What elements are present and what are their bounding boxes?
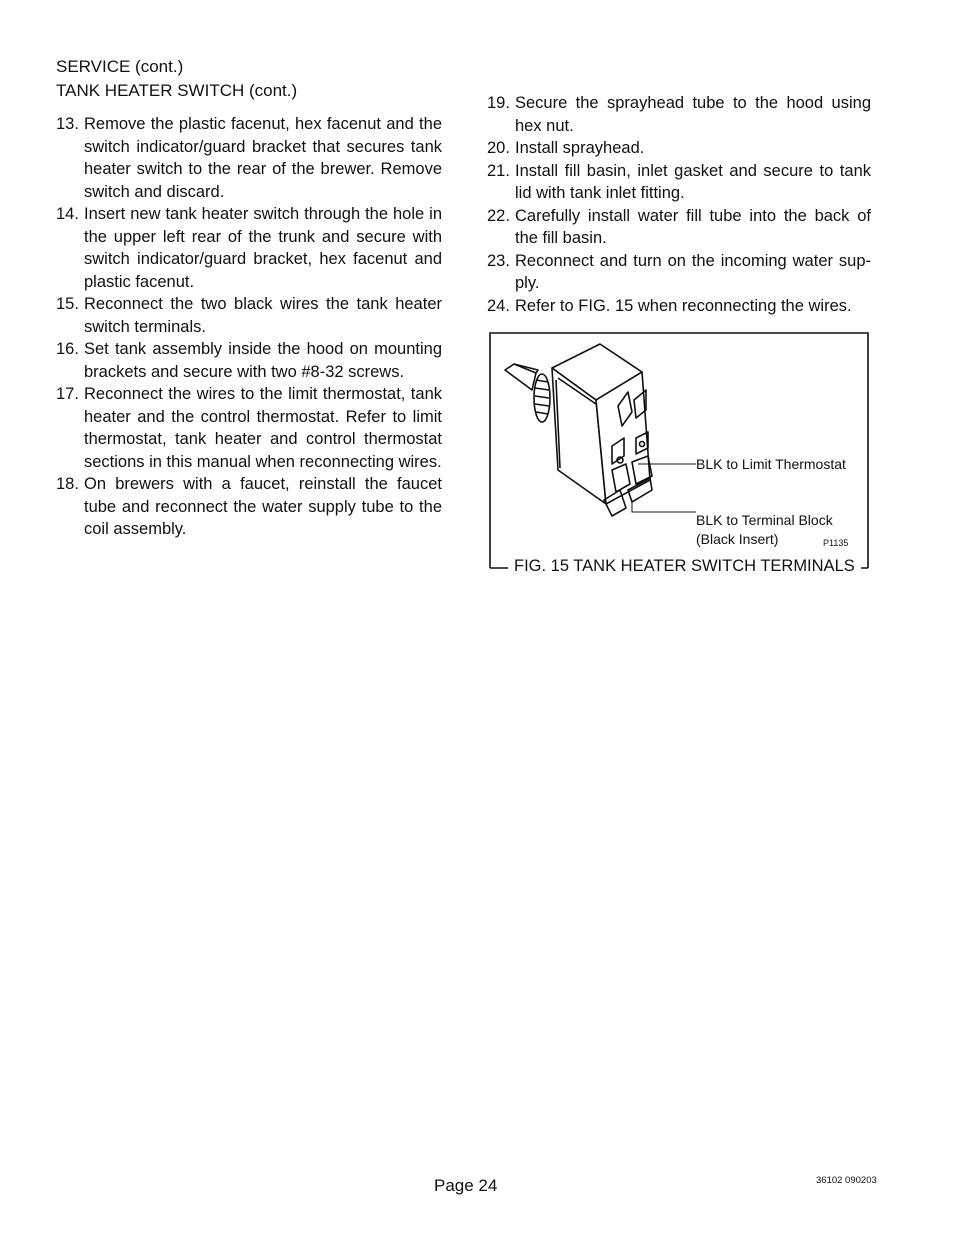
step-22: 22. Carefully install water fill tube into the back of the fill basin.	[487, 206, 871, 247]
step-23: 23. Reconnect and turn on the incoming water sup-ply.	[487, 251, 871, 292]
step-20: 20. Install sprayhead.	[487, 139, 645, 157]
document-code: 36102 090203	[816, 1175, 877, 1186]
step-24: 24. Refer to FIG. 15 when reconnecting the wires.	[487, 296, 852, 315]
step-13: 13. Remove the plastic facenut, hex facenut and the switch indicator/guard bracket that secures tank heater switch to the rear of the brewer. Remove switch and discard.	[56, 115, 442, 201]
step-16: 16. Set tank assembly inside the hood on mounting brackets and secure with two #8-32 screws.	[56, 340, 442, 381]
step-17: 17. Reconnect the wires to the limit thermostat, tank heater and the control thermostat. Refer to limit thermostat, tank heater and control thermostat sections in this manual when reconnecting wires.	[56, 385, 442, 471]
part-code: P1135	[823, 538, 849, 548]
tank-heater-switch-illustration	[500, 340, 700, 520]
step-18: 18. On brewers with a faucet, reinstall the faucet tube and reconnect the water supply tube to the coil assembly.	[56, 475, 442, 538]
label-black-insert: (Black Insert)	[696, 531, 779, 547]
right-column-steps	[487, 92, 871, 317]
label-blk-terminal-block: BLK to Terminal Block	[696, 512, 833, 528]
step-21: 21. Install fill basin, inlet gasket and secure to tank lid with tank inlet fitting.	[487, 161, 871, 202]
subsection-heading: TANK HEATER SWITCH (cont.)	[56, 81, 298, 100]
left-column-steps	[56, 113, 442, 541]
step-14: 14. Insert new tank heater switch through the hole in the upper left rear of the trunk and secure with switch indicator/guard bracket, hex facenut and plastic facenut.	[56, 205, 442, 291]
figure-caption: FIG. 15 TANK HEATER SWITCH TERMINALS	[513, 556, 861, 576]
step-15: 15. Reconnect the two black wires the tank heater switch terminals.	[56, 295, 442, 336]
label-blk-limit-thermostat: BLK to Limit Thermostat	[696, 456, 846, 472]
section-heading: SERVICE (cont.)	[56, 57, 184, 76]
step-19: 19. Secure the sprayhead tube to the hood using hex nut.	[487, 94, 871, 135]
page-number: Page 24	[434, 1176, 498, 1195]
